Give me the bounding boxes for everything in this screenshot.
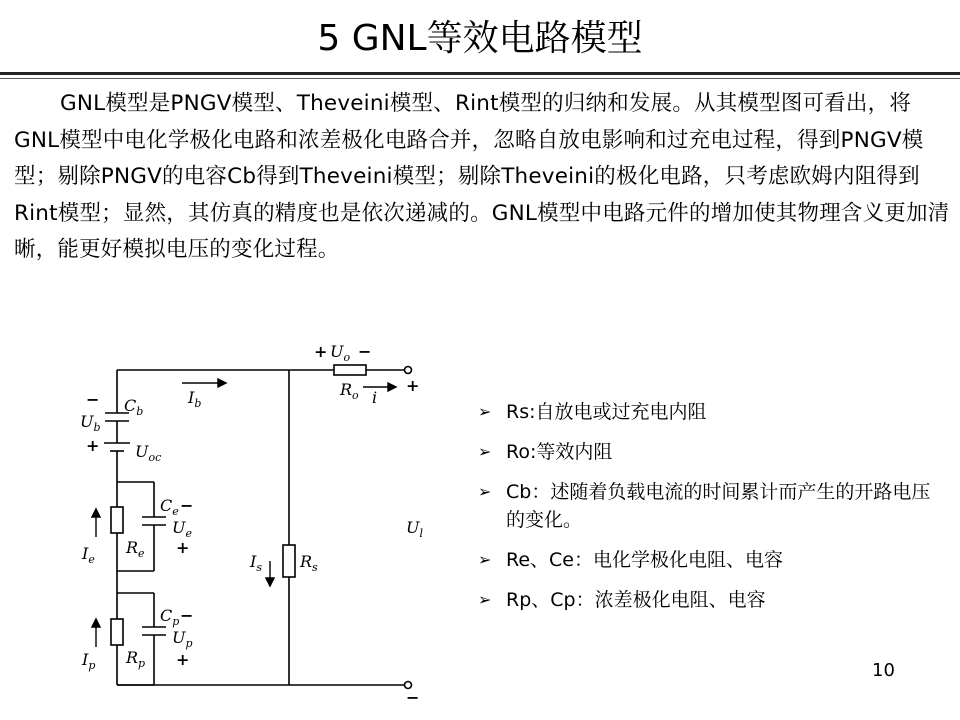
polarity-uo-minus: − <box>358 342 372 361</box>
polarity-cb-minus: − <box>86 390 100 409</box>
label-rs <box>299 552 318 574</box>
label-ib-main: I <box>188 388 195 407</box>
label-ro-sub: o <box>352 389 359 402</box>
label-re-sub: e <box>138 547 145 560</box>
label-uo-sub: o <box>343 351 351 364</box>
label-cb-main: C <box>124 396 137 415</box>
label-rp-sub: p <box>138 657 146 670</box>
polarity-ue-plus: + <box>176 538 190 557</box>
label-uo <box>330 342 350 364</box>
label-ce <box>160 496 179 518</box>
label-cp <box>160 606 179 628</box>
legend-item-ro <box>478 438 938 466</box>
label-uoc <box>135 442 161 464</box>
legend-item-rs <box>478 398 938 426</box>
label-i: i <box>372 388 378 407</box>
label-ip <box>81 650 95 672</box>
label-uoc-sub: oc <box>148 451 162 464</box>
label-uo-main: U <box>330 342 344 361</box>
polarity-ce-minus: − <box>180 496 194 515</box>
legend-item-re-ce <box>478 546 938 574</box>
label-ib-sub: b <box>194 397 202 410</box>
gnl-circuit-diagram <box>60 335 440 710</box>
label-ul <box>406 518 423 540</box>
label-ue <box>172 518 192 540</box>
bullet-arrow-icon: ➢ <box>478 550 492 569</box>
label-ie-sub: e <box>88 553 95 566</box>
label-cp-main: C <box>160 606 173 625</box>
label-ul-main: U <box>406 518 420 537</box>
label-up-main: U <box>172 628 186 647</box>
legend-item-text: Rs:自放电或过充电内阻 <box>506 401 707 423</box>
label-ib <box>187 388 201 410</box>
bullet-arrow-icon: ➢ <box>478 402 492 421</box>
description-paragraph: GNL模型是PNGV模型、Theveini模型、Rint模型的归纳和发展。从其模型图可看出，将GNL模型中电化学极化电路和浓差极化电路合并，忽略自放电影响和过充电过程，得到PNGV模型；剔除PNGV的电容Cb得到Theveini模型；剔除Theveini的极化电路，只考虑欧姆内阻得到Rint模型；显然，其仿真的精度也是依次递减的。GNL模型中电路元件的增加使其物理含义更加清晰，能更好模拟电压的变化过程。 <box>14 91 950 262</box>
label-is-sub: s <box>256 561 262 574</box>
polarity-uo-plus: + <box>314 342 328 361</box>
label-ip-main: I <box>82 650 89 669</box>
label-up <box>172 628 193 650</box>
label-ro <box>339 380 359 402</box>
label-is-main: I <box>250 552 257 571</box>
legend-item-text: Re、Ce：电化学极化电阻、电容 <box>506 549 783 571</box>
label-ro-main: R <box>340 380 353 399</box>
label-ie <box>81 544 95 566</box>
label-uoc-main: U <box>135 442 149 461</box>
title-divider-thin <box>0 78 960 79</box>
polarity-ub-plus: + <box>86 436 100 455</box>
label-up-sub: p <box>185 637 193 650</box>
label-ce-sub: e <box>172 505 179 518</box>
label-cp-sub: p <box>172 615 180 628</box>
label-cb <box>124 396 143 418</box>
bullet-arrow-icon: ➢ <box>478 482 492 501</box>
legend-item-cb <box>478 478 938 534</box>
label-ue-sub: e <box>185 527 192 540</box>
page-number: 10 <box>872 660 895 681</box>
label-cb-sub: b <box>136 405 144 418</box>
label-ul-sub: l <box>419 527 424 540</box>
polarity-terminal-plus: + <box>406 376 420 395</box>
label-ue-main: U <box>172 518 186 537</box>
label-rp-main: R <box>126 648 139 667</box>
bullet-arrow-icon: ➢ <box>478 590 492 609</box>
legend-item-text: Rp、Cp：浓差极化电阻、电容 <box>506 589 766 611</box>
bullet-arrow-icon: ➢ <box>478 442 492 461</box>
label-re <box>125 538 145 560</box>
label-ie-main: I <box>82 544 89 563</box>
label-ub <box>80 412 101 434</box>
slide-title: 5 GNL等效电路模型 <box>317 18 643 59</box>
label-is <box>249 552 262 574</box>
label-rp <box>125 648 145 670</box>
label-ub-sub: b <box>93 421 101 434</box>
polarity-up-plus: + <box>176 650 190 669</box>
legend-item-text: Cb：述随着负载电流的时间累计而产生的开路电压的变化。 <box>506 481 931 531</box>
label-ip-sub: p <box>88 659 96 672</box>
component-legend-list <box>478 398 938 626</box>
title-divider-thick <box>0 72 960 75</box>
label-rs-sub: s <box>312 561 318 574</box>
polarity-terminal-minus: − <box>406 688 420 707</box>
label-ce-main: C <box>160 496 173 515</box>
polarity-cp-minus: − <box>180 606 194 625</box>
label-ub-main: U <box>80 412 94 431</box>
label-rs-main: R <box>300 552 313 571</box>
legend-item-rp-cp <box>478 586 938 614</box>
label-re-main: R <box>126 538 139 557</box>
legend-item-text: Ro:等效内阻 <box>506 441 613 463</box>
